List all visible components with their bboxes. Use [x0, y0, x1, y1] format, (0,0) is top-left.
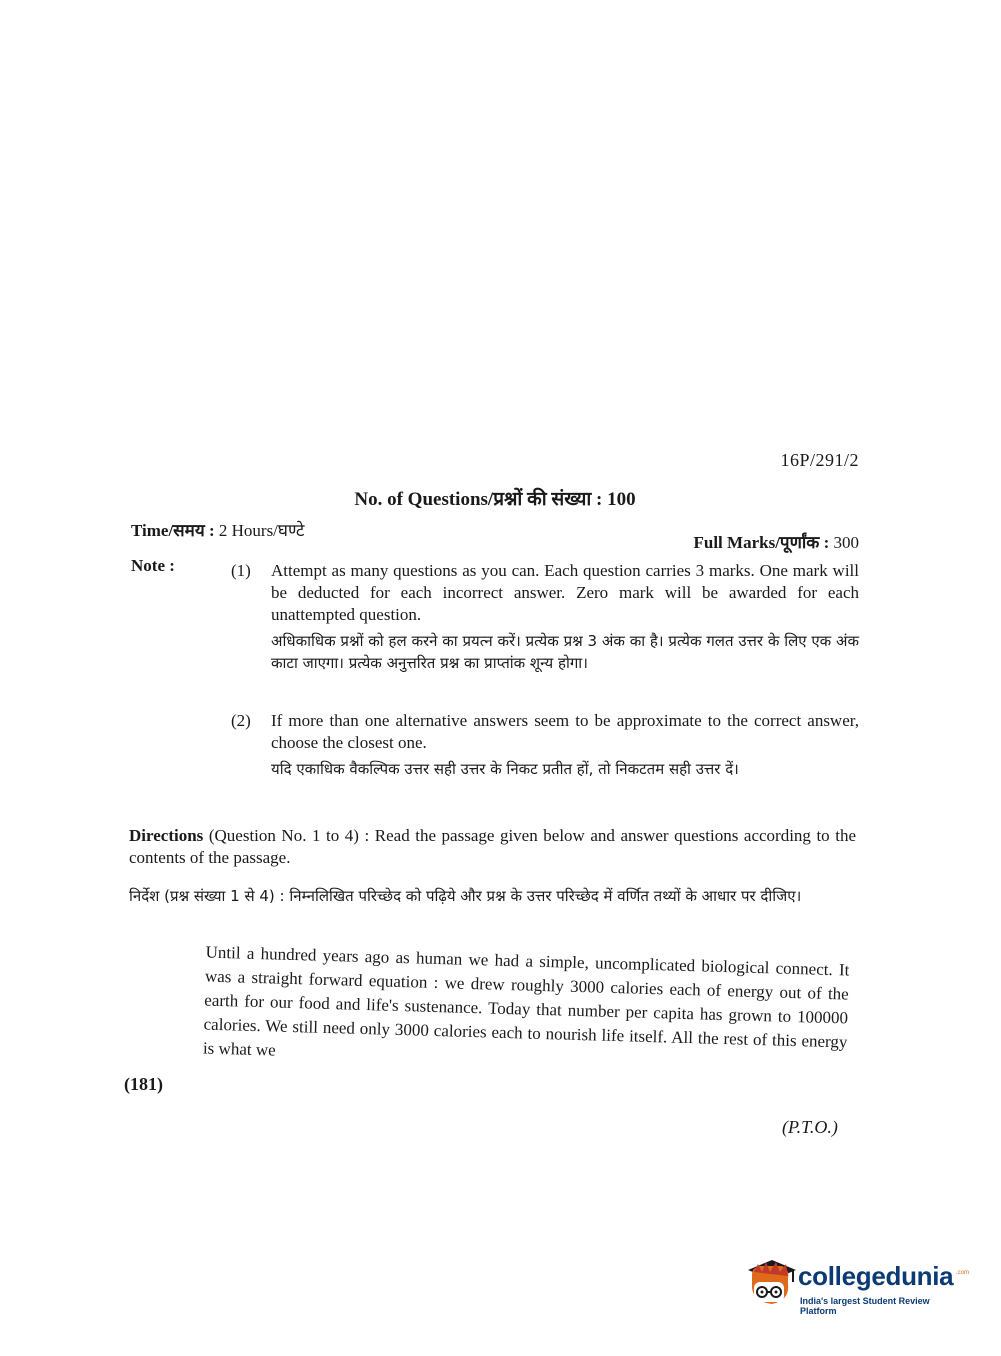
note-item-hindi: यदि एकाधिक वैकल्पिक उत्तर सही उत्तर के निकट प्रतीत हों, तो निकटतम सही उत्तर दें। — [271, 760, 739, 778]
note-item-2 — [231, 710, 859, 780]
pto-label: (P.T.O.) — [782, 1117, 838, 1137]
paper-code: 16P/291/2 — [780, 450, 859, 470]
directions-label: Directions — [129, 826, 204, 845]
marks-info — [694, 530, 860, 553]
note-item-english: If more than one alternative answers seem to be approximate to the correct answer, choose the closest one. — [271, 711, 859, 752]
note-item-english: Attempt as many questions as you can. Each question carries 3 marks. One mark will be deducted for each incorrect answer. Zero mark will be awarded for each unattempted question. — [271, 561, 859, 624]
directions-text: (Question No. 1 to 4) : Read the passage given below and answer questions according to the contents of the passage. — [129, 826, 856, 867]
time-info — [131, 518, 304, 541]
time-value: 2 Hours/घण्टे — [218, 521, 305, 540]
directions-hindi: निर्देश (प्रश्न संख्या 1 से 4) : निम्नलिखित परिच्छेद को पढ़िये और प्रश्न के उत्तर परिच्छेद में वर्णित तथ्यों के आधार पर दीजिए। — [129, 887, 802, 905]
passage-text: Until a hundred years ago as human we had a simple, uncomplicated biological connect. It was a straight forward equation : we drew roughly 3000 calories each of energy out of the earth for our food and life's sustenance. Today that number per capita has grown to 100000 calories. We still need only 3000 calories each to nourish life itself. All the rest of this energy is what we — [202, 942, 850, 1060]
questions-label: No. of Questions/प्रश्नों की संख्या : — [354, 489, 603, 510]
questions-count-heading — [0, 485, 990, 511]
note-item-1 — [231, 560, 859, 674]
time-label: Time/समय : — [131, 521, 215, 540]
brand-name: collegedunia — [798, 1261, 954, 1291]
reading-passage — [183, 940, 850, 1078]
brand-domain: .com — [956, 1270, 970, 1276]
page-code: (181) — [124, 1074, 163, 1094]
marks-value: 300 — [833, 533, 859, 552]
note-item-hindi: अधिकाधिक प्रश्नों को हल करने का प्रयत्न करें। प्रत्येक प्रश्न 3 अंक का है। प्रत्येक गलत उत्तर के लिए एक अंक काटा जाएगा। प्रत्येक अनुत्तरित प्रश्न का प्राप्तांक शून्य होगा। — [271, 632, 859, 672]
brand-tagline: India's largest Student Review Platform — [800, 1296, 930, 1316]
note-item-number: (1) — [231, 561, 251, 580]
note-label: Note : — [131, 556, 175, 575]
note-item-number: (2) — [231, 711, 251, 730]
collegedunia-watermark — [742, 1250, 970, 1316]
questions-value: 100 — [607, 489, 636, 510]
directions-english — [129, 825, 856, 869]
student-mascot-icon — [742, 1250, 798, 1314]
marks-label: Full Marks/पूर्णांक : — [693, 533, 830, 552]
